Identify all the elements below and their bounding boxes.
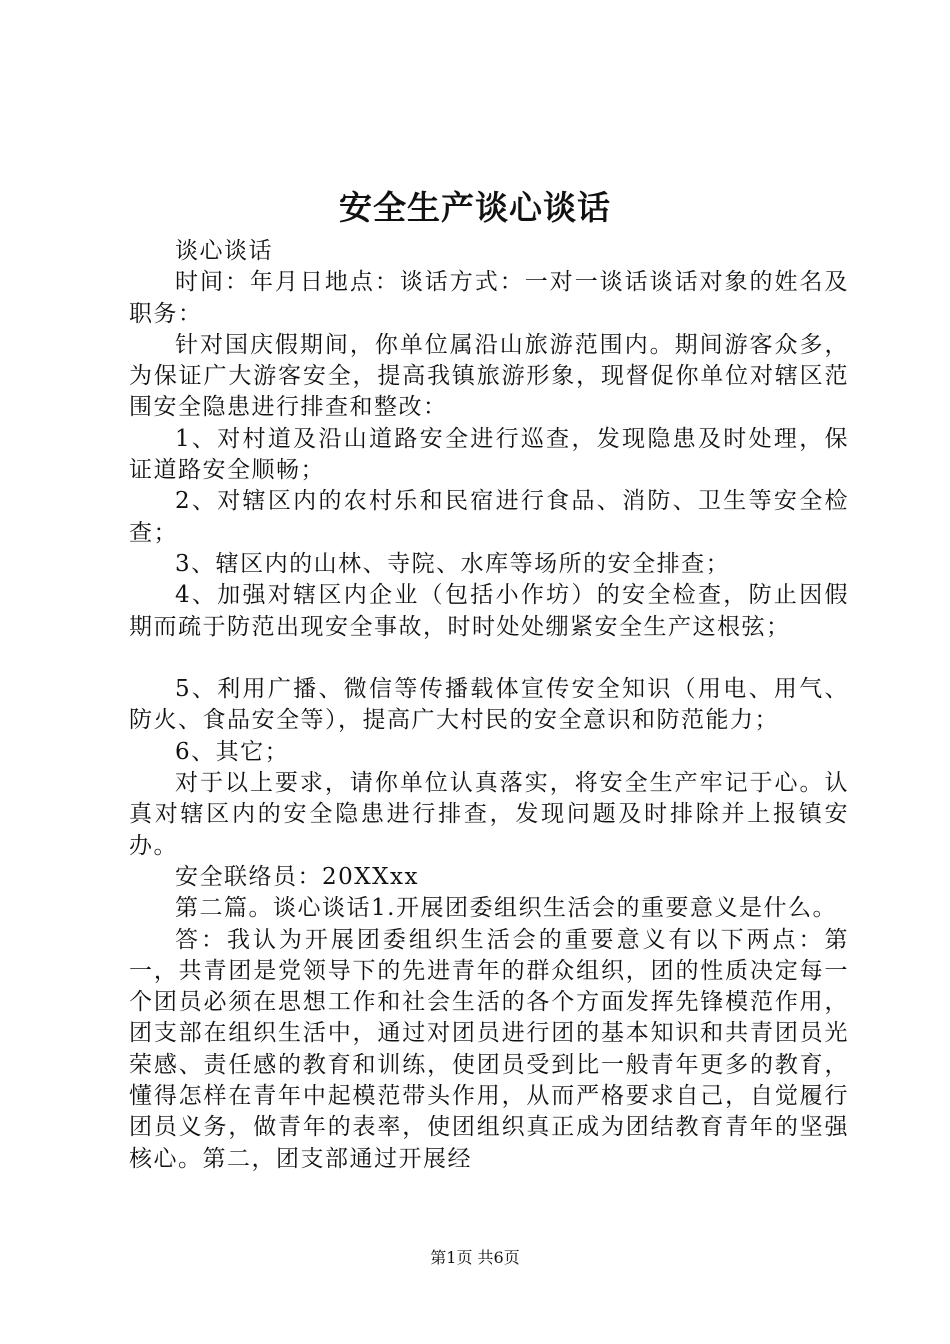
paragraph-answer: 答：我认为开展团委组织生活会的重要意义有以下两点：第一，共青团是党领导下的先进青年的群众组织，团的性质决定每一个团员必须在思想工作和社会生活的各个方面发挥先锋模范作用，团支部在组织生活中，通过对团员进行团的基本知识和共青团员光荣感、责任感的教育和训练，使团员受到比一般青年更多的教育，懂得怎样在青年中起模范带头作用，从而严格要求自己，自觉履行团员义务，做青年的表率，使团组织真正成为团结教育青年的坚强核心。第二，团支部通过开展经 <box>129 926 849 1172</box>
paragraph-intro: 针对国庆假期间，你单位属沿山旅游范围内。期间游客众多，为保证广大游客安全，提高我镇旅游形象，现督促你单位对辖区范围安全隐患进行排查和整改： <box>129 331 849 421</box>
document-body <box>129 236 849 1175</box>
paragraph-contact: 安全联络员：20XXxx <box>175 863 419 890</box>
paragraph-item-4: 4、加强对辖区内企业（包括小作坊）的安全检查，防止因假期而疏于防范出现安全事故，时时处处绷紧安全生产这根弦； <box>129 582 849 640</box>
paragraph-item-6: 6、其它； <box>175 738 290 765</box>
paragraph-requirements: 对于以上要求，请你单位认真落实，将安全生产牢记于心。认真对辖区内的安全隐患进行排查，发现问题及时排除并上报镇安办。 <box>129 770 849 859</box>
document-title: 安全生产谈心谈话 <box>339 188 611 227</box>
page-footer: 第1页 共6页 <box>430 1248 520 1267</box>
paragraph-meeting-info: 时间：年月日地点：谈话方式：一对一谈话谈话对象的姓名及职务： <box>129 269 849 327</box>
blank-line <box>129 643 849 674</box>
paragraph-item-5: 5、利用广播、微信等传播载体宣传安全知识（用电、用气、防火、食品安全等），提高广大村民的安全意识和防范能力； <box>129 676 849 734</box>
paragraph-item-2: 2、对辖区内的农村乐和民宿进行食品、消防、卫生等安全检查； <box>129 488 849 546</box>
paragraph-heading: 谈心谈话 <box>175 238 273 264</box>
paragraph-second-article: 第二篇。谈心谈话1.开展团委组织生活会的重要意义是什么。 <box>175 895 837 922</box>
paragraph-item-1: 1、对村道及沿山道路安全进行巡查，发现隐患及时处理，保证道路安全顺畅； <box>129 425 849 484</box>
paragraph-item-3: 3、辖区内的山林、寺院、水库等场所的安全排查； <box>175 550 731 577</box>
